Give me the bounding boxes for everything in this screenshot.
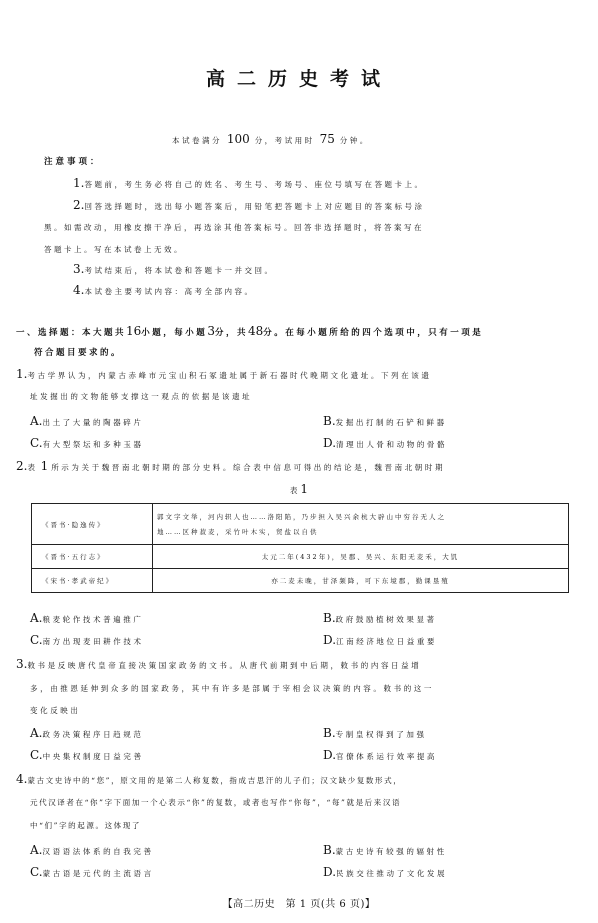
section-text: 分。在每小题所给的四个选项中，只有一项是: [263, 328, 484, 338]
option-text: 江南经济地位日益重要: [336, 637, 438, 646]
section-count: 16: [126, 324, 142, 338]
exam-info-mid: 分，考试用时: [254, 136, 315, 145]
page-title: 高二历史考试: [205, 68, 392, 90]
note-num: 3.: [73, 262, 85, 276]
question-2: [16, 459, 445, 473]
option-c[interactable]: [30, 633, 144, 647]
option-d[interactable]: [323, 865, 447, 879]
option-label: B.: [323, 611, 336, 625]
option-c[interactable]: [30, 748, 144, 762]
section-each: 3: [207, 324, 215, 338]
question-number: 4.: [16, 772, 28, 786]
option-text: 蒙古语是元代的主流语言: [42, 869, 154, 878]
option-a[interactable]: [30, 843, 154, 857]
note-text: 考试结束后，将本试卷和答题卡一并交回。: [84, 266, 275, 275]
option-label: B.: [323, 843, 336, 857]
note-text: 答题前，考生务必将自己的姓名、考生号、考场号、座位号填写在答题卡上。: [84, 180, 425, 189]
option-c[interactable]: [30, 436, 144, 450]
option-label: D.: [323, 436, 337, 450]
question-text: 蒙古文史诗中的“您”，原文用的是第二人称复数，指成吉思汗的儿子们；汉文缺少复数形式，: [27, 776, 403, 785]
note-num: 1.: [73, 176, 85, 190]
question-text-line: 变化反映出: [30, 706, 81, 715]
option-text: 有大型祭坛和多种玉器: [42, 440, 144, 449]
section-total: 48: [247, 324, 264, 338]
note-item-1: [73, 176, 424, 190]
option-text: 中央集权制度日益完善: [42, 752, 144, 761]
exam-score: 100: [226, 132, 250, 146]
table-caption: [0, 482, 598, 496]
option-text: 出土了大量的陶器碎片: [42, 418, 144, 427]
note-item-3: [73, 262, 274, 276]
table-cell-source: 《宋书·孝武帝纪》: [32, 569, 153, 593]
question-4: [16, 772, 402, 786]
table-cell-source: 《晋书·五行志》: [32, 545, 153, 569]
question-number: 3.: [16, 657, 28, 671]
section-subline: 符合题目要求的。: [34, 348, 123, 358]
option-d[interactable]: [323, 436, 447, 450]
table-cell-source: 《晋书·隐逸传》: [32, 504, 153, 545]
exam-info-post: 分钟。: [339, 136, 370, 145]
question-3: [16, 657, 421, 671]
question-text-line: 址发掘出的文物能够支撑这一观点的依据是该遗址: [30, 392, 253, 401]
caption-text: 表: [289, 486, 301, 495]
page-footer: 【高二历史 第 1 页(共 6 页)】: [222, 899, 376, 910]
note-num: 4.: [73, 283, 85, 297]
table-row: [32, 545, 569, 569]
option-label: D.: [323, 748, 337, 762]
note-item-2: [73, 198, 424, 212]
option-a[interactable]: [30, 414, 143, 428]
option-text: 政府鼓励植树效果显著: [335, 615, 437, 624]
question-text-line: 元代汉译者在“你”字下面加一个心表示“你”的复数，或者也写作“你每”，“每”就是后来汉语: [30, 798, 402, 807]
option-b[interactable]: [323, 611, 437, 625]
question-number: 2.: [16, 459, 28, 473]
option-text: 粮麦轮作技术普遍推广: [42, 615, 144, 624]
option-b[interactable]: [323, 414, 447, 428]
table-cell-content: 太元二年(432年)，吴郡、吴兴、东阳无麦禾，大饥: [153, 545, 569, 569]
content-line: 郭文字文举，河内轵人也……洛阳陷，乃步担入吴兴余杭大辟山中穷谷无人之: [157, 513, 446, 521]
option-a[interactable]: [30, 726, 143, 740]
note-item-4: [73, 283, 254, 297]
option-text: 民族交往推动了文化发展: [336, 869, 448, 878]
exam-time: 75: [319, 132, 335, 146]
note-num: 2.: [73, 198, 85, 212]
option-label: D.: [323, 865, 337, 879]
question-number: 1.: [16, 367, 28, 381]
exam-info-pre: 本试卷满分: [172, 136, 222, 145]
option-c[interactable]: [30, 865, 154, 879]
option-label: A.: [30, 414, 43, 428]
question-text: 所示为关于魏晋南北朝时期的部分史料。综合表中信息可得出的结论是，魏晋南北朝时期: [51, 463, 446, 472]
note-text: 回答选择题时，选出每小题答案后，用铅笔把答题卡上对应题目的答案标号涂: [84, 202, 425, 211]
section-heading: [16, 324, 483, 338]
option-text: 清理出人骨和动物的骨骼: [336, 440, 448, 449]
option-d[interactable]: [323, 748, 437, 762]
option-a[interactable]: [30, 611, 143, 625]
option-label: C.: [30, 633, 43, 647]
question-text-line: 中“们”字的起源。这体现了: [30, 821, 141, 830]
option-label: A.: [30, 843, 43, 857]
option-text: 官僚体系运行效率提高: [336, 752, 438, 761]
table-row: [32, 504, 569, 545]
exam-info: [172, 132, 370, 146]
option-text: 发掘出打制的石铲和鲜器: [335, 418, 447, 427]
option-label: A.: [30, 611, 43, 625]
note-text: 本试卷主要考试内容：高考全部内容。: [84, 287, 255, 296]
note-text-line: 答题卡上。写在本试卷上无效。: [44, 245, 184, 254]
option-label: B.: [323, 414, 336, 428]
option-text: 专制皇权得到了加强: [335, 730, 427, 739]
option-label: B.: [323, 726, 336, 740]
note-text-line: 黑。如需改动，用橡皮擦干净后，再选涂其他答案标号。回答非选择题时，将答案写在: [44, 223, 424, 232]
question-text: 考古学界认为，内蒙古赤峰市元宝山积石冢遗址属于新石器时代晚期文化遗址。下列在该遗: [27, 371, 432, 380]
option-label: A.: [30, 726, 43, 740]
option-text: 政务决策程序日趋规范: [42, 730, 144, 739]
table-cell-content: 亦二麦未晚，甘泽频降，可下东境郡，勤课垦殖: [153, 569, 569, 593]
caption-num: 1: [300, 482, 309, 496]
option-b[interactable]: [323, 843, 447, 857]
table-ref: 1: [40, 459, 49, 473]
option-d[interactable]: [323, 633, 437, 647]
option-label: C.: [30, 865, 43, 879]
option-label: C.: [30, 436, 43, 450]
question-text: 表: [27, 463, 38, 472]
option-text: 汉语语法体系的自我完善: [42, 847, 154, 856]
question-1: [16, 367, 431, 381]
option-text: 蒙古史诗有较强的辐射性: [335, 847, 447, 856]
notes-heading: 注意事项：: [44, 157, 102, 167]
question-text-line: 多，由推恩延伸到众多的国家政务，其中有许多是部属于宰相会议决策的内容。敕书的这一: [30, 684, 434, 693]
source-table: [31, 503, 569, 593]
section-text: 一、选择题：本大题共: [16, 328, 127, 338]
question-text: 敕书是反映唐代皇帝直接决策国家政务的文书。从唐代前期到中后期，敕书的内容日益增: [27, 661, 422, 670]
option-text: 南方出现麦田耕作技术: [42, 637, 144, 646]
option-label: D.: [323, 633, 337, 647]
content-line: 地……区种菽麦，采竹叶木实，贸盐以自供: [157, 528, 319, 536]
option-label: C.: [30, 748, 43, 762]
table-cell-content: [153, 504, 569, 545]
option-b[interactable]: [323, 726, 427, 740]
section-text: 分，共: [214, 328, 248, 338]
table-row: [32, 569, 569, 593]
section-text: 小题，每小题: [141, 328, 208, 338]
